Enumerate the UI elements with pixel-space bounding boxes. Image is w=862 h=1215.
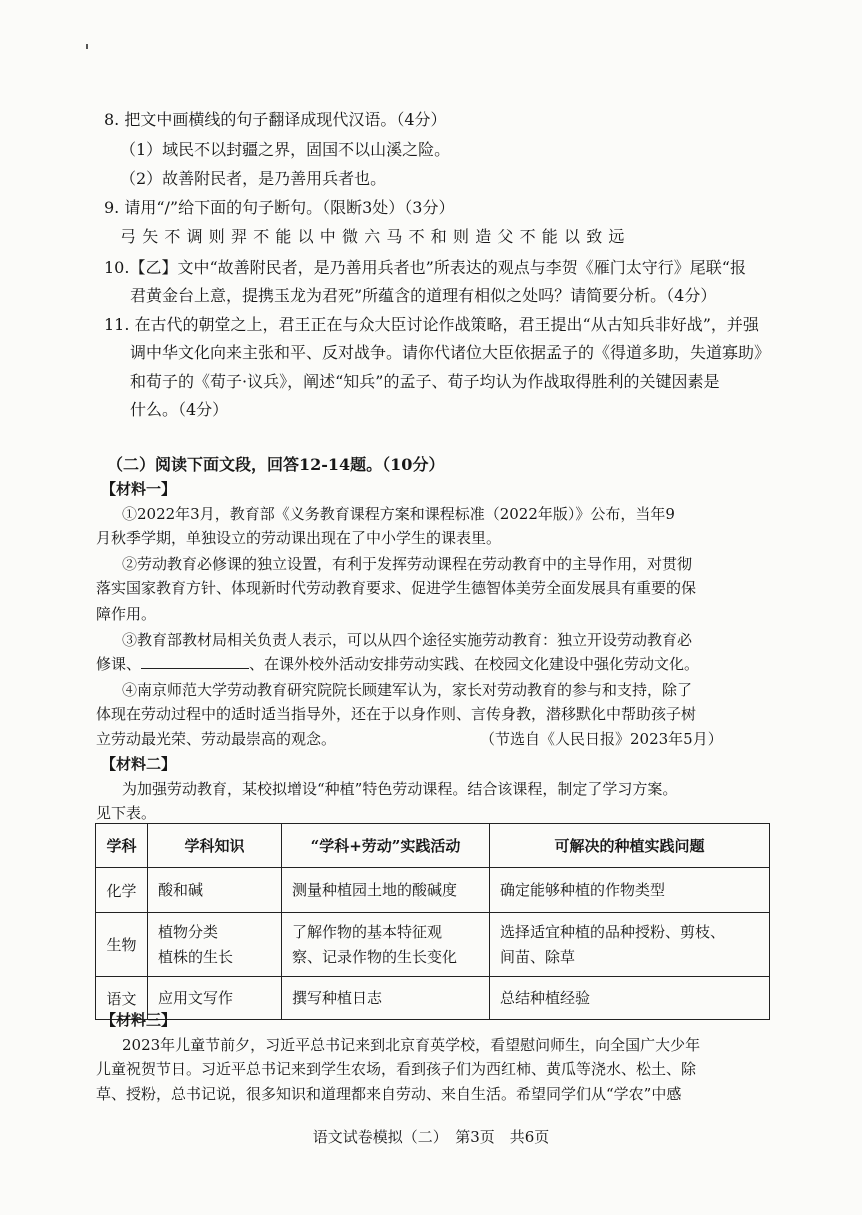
- header-problem: 可解决的种植实践问题: [490, 824, 770, 868]
- question-11-line-1: 11. 在古代的朝堂之上，君王正在与众大臣讨论作战策略，君王提出“从古知兵非好战”，并强: [104, 315, 759, 334]
- page-footer: 语文试卷模拟（二） 第3页 共6页: [312, 1128, 550, 1146]
- paragraph-2-line-2: 落实国家教育方针、体现新时代劳动教育要求、促进学生德智体美劳全面发展具有重要的保: [96, 579, 697, 597]
- question-8: 8. 把文中画横线的句子翻译成现代汉语。（4分）: [104, 110, 447, 129]
- material-3-title: 【材料三】: [101, 1011, 177, 1029]
- material-2-line-1: 为加强劳动教育，某校拟增设“种植”特色劳动课程。结合该课程，制定了学习方案。: [122, 780, 678, 798]
- cell-knowledge: 应用文写作: [148, 977, 282, 1020]
- question-11-line-2: 调中华文化向来主张和平、反对战争。请你代诸位大臣依据孟子的《得道多助，失道寡助》: [130, 343, 771, 362]
- paragraph-4-line-2: 体现在劳动过程中的适时适当指导外，还在于以身作则、言传身教，潜移默化中帮助孩子树: [96, 705, 697, 723]
- material-1-title: 【材料一】: [101, 480, 177, 498]
- cell-activity: 测量种植园土地的酸碱度: [282, 868, 490, 913]
- cell-knowledge: 酸和碱: [148, 868, 282, 913]
- material-3-line-3: 草、授粉，总书记说，很多知识和道理都来自劳动、来自生活。希望同学们从“学农”中感: [96, 1085, 682, 1103]
- paragraph-1-line-1: ①2022年3月，教育部《义务教育课程方案和课程标准（2022年版）》公布，当年9: [122, 505, 675, 523]
- scan-mark: [86, 44, 88, 49]
- question-11-line-3: 和荀子的《荀子·议兵》，阐述“知兵”的孟子、荀子均认为作战取得胜利的关键因素是: [130, 372, 720, 391]
- paragraph-4-line-1: ④南京师范大学劳动教育研究院院长顾建军认为，家长对劳动教育的参与和支持，除了: [122, 681, 693, 699]
- question-9-sentence: 弓矢不调则羿不能以中微六马不和则造父不能以致远: [120, 227, 631, 246]
- cell-subject: 化学: [96, 868, 148, 913]
- paragraph-4-line-3: 立劳动最光荣、劳动最崇高的观念。: [96, 730, 337, 748]
- cell-subject: 生物: [96, 913, 148, 977]
- question-9: 9. 请用“/”给下面的句子断句。（限断3处）（3分）: [104, 198, 455, 217]
- section-heading: （二）阅读下面文段，回答12-14题。（10分）: [107, 455, 445, 474]
- cell-activity: 撰写种植日志: [282, 977, 490, 1020]
- question-10-line-1: 10.【乙】文中“故善附民者，是乃善用兵者也”所表达的观点与李贺《雁门太守行》尾联“报: [104, 258, 746, 277]
- paragraph-3-line-1: ③教育部教材局相关负责人表示，可以从四个途径实施劳动教育：独立开设劳动教育必: [122, 631, 693, 649]
- paragraph-3-line-2-start: 修课、: [96, 655, 142, 673]
- header-subject: 学科: [96, 824, 148, 868]
- material-2-line-2: 见下表。: [96, 804, 157, 822]
- paragraph-4-source: （节选自《人民日报》2023年5月）: [480, 730, 723, 748]
- paragraph-3-line-2-end: 、在课外校外活动安排劳动实践、在校园文化建设中强化劳动文化。: [249, 655, 700, 673]
- question-8-item-1: （1）域民不以封疆之界，固国不以山溪之险。: [120, 140, 451, 159]
- cell-subject: 语文: [96, 977, 148, 1020]
- question-8-item-2: （2）故善附民者，是乃善用兵者也。: [120, 169, 387, 188]
- material-3-line-1: 2023年儿童节前夕，习近平总书记来到北京育英学校，看望慰问师生，向全国广大少年: [122, 1036, 701, 1054]
- fill-in-blank[interactable]: [141, 654, 249, 669]
- cell-problem: 选择适宜种植的品种授粉、剪枝、 间苗、除草: [490, 913, 770, 977]
- paragraph-3-line-2: [96, 654, 699, 674]
- table-row: [96, 977, 770, 1020]
- paragraph-2-line-3: 障作用。: [96, 605, 157, 623]
- cell-knowledge: 植物分类 植株的生长: [148, 913, 282, 977]
- course-plan-table: [95, 823, 770, 1020]
- cell-problem: 确定能够种植的作物类型: [490, 868, 770, 913]
- header-activity: “学科+劳动”实践活动: [282, 824, 490, 868]
- cell-activity: 了解作物的基本特征观 察、记录作物的生长变化: [282, 913, 490, 977]
- paragraph-2-line-1: ②劳动教育必修课的独立设置，有利于发挥劳动课程在劳动教育中的主导作用，对贯彻: [122, 555, 693, 573]
- header-knowledge: 学科知识: [148, 824, 282, 868]
- paragraph-1-line-2: 月秋季学期，单独设立的劳动课出现在了中小学生的课表里。: [96, 529, 502, 547]
- table-header-row: [96, 824, 770, 868]
- question-10-line-2: 君黄金台上意，提携玉龙为君死”所蕴含的道理有相似之处吗？请简要分析。（4分）: [130, 286, 717, 305]
- table-row: [96, 913, 770, 977]
- material-2-title: 【材料二】: [101, 755, 177, 773]
- question-11-line-4: 什么。（4分）: [130, 400, 229, 419]
- cell-problem: 总结种植经验: [490, 977, 770, 1020]
- material-3-line-2: 儿童祝贺节日。习近平总书记来到学生农场，看到孩子们为西红柿、黄瓜等浇水、松土、除: [96, 1060, 697, 1078]
- table-row: [96, 868, 770, 913]
